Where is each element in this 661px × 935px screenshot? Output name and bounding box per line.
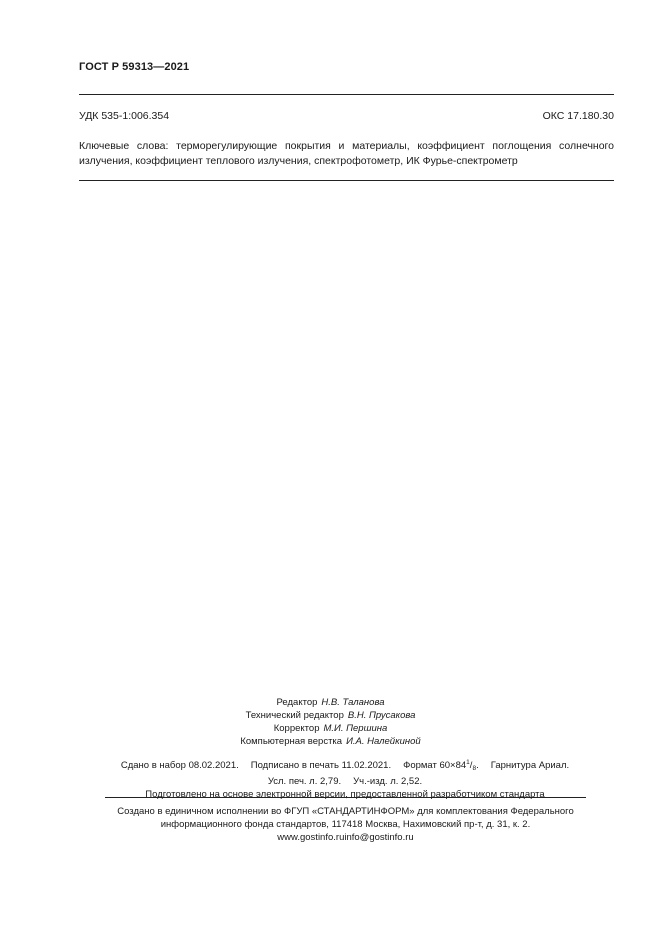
credit-role: Технический редактор <box>245 710 344 721</box>
credit-name: В.Н. Прусакова <box>347 710 416 721</box>
keywords-divider <box>79 180 614 181</box>
credit-name: М.И. Першина <box>323 723 388 734</box>
footer-line-2: информационного фонда стандартов, 117418 Москва, Нахимовский пр-т, д. 31, к. 2. <box>160 819 531 830</box>
footer-contacts <box>0 831 661 844</box>
signed-date: Подписано в печать 11.02.2021. <box>250 760 392 771</box>
footer-line-1: Создано в единичном исполнении во ФГУП «СТАНДАРТИНФОРМ» для комплектования Федерального <box>117 806 574 817</box>
top-divider <box>79 94 614 95</box>
prepared-note: Подготовлено на основе электронной версии, предоставленной разработчиком стандарта <box>145 789 545 800</box>
publisher-sheets: Уч.-изд. л. 2,52. <box>353 776 423 787</box>
credit-proofreader <box>0 722 661 735</box>
footer-divider <box>105 797 586 798</box>
udk-code: УДК 535-1:006.354 <box>79 110 170 122</box>
credit-role: Редактор <box>276 697 318 708</box>
email-link[interactable]: info@gostinfo.ru <box>344 832 414 843</box>
credit-role: Компьютерная верстка <box>240 736 343 747</box>
paper-format: Формат $60\times 84^1/_8$. <box>403 759 479 772</box>
credits-block <box>0 696 661 748</box>
credit-layout <box>0 735 661 748</box>
submitted-date: Сдано в набор 08.02.2021. <box>120 760 239 771</box>
credit-editor <box>0 696 661 709</box>
credit-name: Н.В. Таланова <box>321 697 385 708</box>
footer-block <box>0 805 661 844</box>
typeface: Гарнитура Ариал. <box>490 760 570 771</box>
keywords-paragraph: Ключевые слова: терморегулирующие покрытия и материалы, коэффициент поглощения солнечного излучения, коэффициент теплового излучения, спектрофотометр, ИК Фурье-спектрометр <box>79 140 614 167</box>
website-link[interactable]: www.gostinfo.ru <box>277 832 345 843</box>
credit-role: Корректор <box>273 723 320 734</box>
publication-line-1 <box>0 756 661 775</box>
publication-line-2 <box>0 775 661 788</box>
oks-code: ОКС 17.180.30 <box>542 110 614 122</box>
credit-name: И.А. Налейкиной <box>346 736 421 747</box>
publication-info <box>0 756 661 801</box>
standard-code: ГОСТ Р 59313—2021 <box>79 61 190 73</box>
credit-tech-editor <box>0 709 661 722</box>
print-sheets: Усл. печ. л. 2,79. <box>267 776 342 787</box>
